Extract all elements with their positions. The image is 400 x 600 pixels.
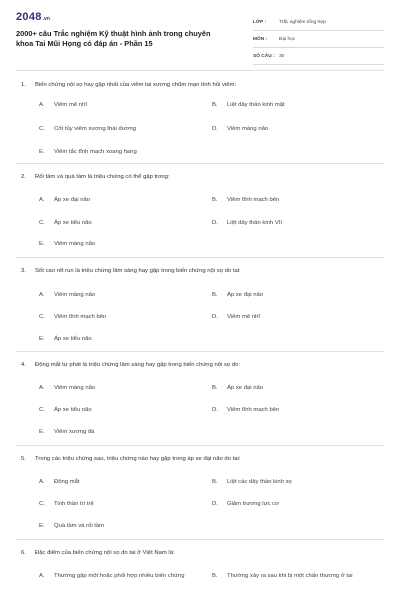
option-letter: B. <box>212 292 218 298</box>
divider <box>16 70 384 71</box>
meta-value: Trắc nghiệm tổng hợp <box>279 19 326 25</box>
option-letter: E. <box>39 149 45 155</box>
option-b[interactable] <box>212 291 385 299</box>
option-letter: E. <box>39 336 45 342</box>
divider <box>16 445 384 446</box>
option-text: Tinh thần trì trệ <box>54 501 94 507</box>
option-text: Thường gặp một hoặc phối hợp nhiều biến chứng <box>54 573 185 579</box>
option-letter: A. <box>39 385 45 391</box>
option-letter: C. <box>39 126 45 132</box>
option-text: Viêm màng não <box>54 385 96 391</box>
meta-label: SỐ CÂU : <box>253 53 275 59</box>
option-c[interactable] <box>39 219 212 227</box>
option-text: Viêm tắc tĩnh mạch xoang hang <box>54 149 137 155</box>
option-text: Áp xe tiểu não <box>54 336 92 342</box>
question-stem: Đặc điểm của biến chứng nội sọ do tai ở Việt Nam là: <box>35 550 175 556</box>
option-letter: D. <box>212 407 218 413</box>
question-number: 5. <box>21 456 26 462</box>
option-letter: A. <box>39 102 45 108</box>
question-text <box>16 81 384 89</box>
question-2 <box>16 173 384 253</box>
option-d[interactable] <box>212 406 385 414</box>
question-number: 1. <box>21 82 26 88</box>
option-text: Áp xe đại não <box>227 385 264 391</box>
option-text: Viêm màng não <box>54 241 96 247</box>
option-text: Áp xe đại não <box>227 292 264 298</box>
question-stem: Biến chứng nội sọ hay gặp nhất của viêm tai xương chũm mạn tính hồi viêm: <box>35 82 237 88</box>
question-number: 2. <box>21 174 26 180</box>
option-letter: D. <box>212 220 218 226</box>
option-d[interactable] <box>212 313 385 321</box>
question-3 <box>16 267 384 347</box>
option-letter: A. <box>39 479 45 485</box>
page-header <box>0 0 400 64</box>
option-a[interactable] <box>39 101 212 109</box>
option-text: Liệt dây thần kinh mặt <box>227 102 285 108</box>
option-text: Áp xe tiểu não <box>54 407 92 413</box>
option-letter: E. <box>39 241 45 247</box>
option-e[interactable] <box>39 148 212 156</box>
option-text: Thường xảy ra sau khi bị một chấn thương ở tai <box>227 573 353 579</box>
option-e[interactable] <box>39 428 212 436</box>
meta-row-class <box>253 14 384 31</box>
question-4 <box>16 361 384 441</box>
question-stem: Sốt cao rét run là triệu chứng lâm sàng hay gặp trong biến chứng nội sọ do tai: <box>35 268 241 274</box>
option-text: Viêm màng não <box>227 126 269 132</box>
option-letter: D. <box>212 314 218 320</box>
question-text <box>16 267 384 275</box>
option-letter: B. <box>212 573 218 579</box>
option-text: Viêm xương đá <box>54 429 95 435</box>
option-text: Viêm tĩnh mạch bên <box>54 314 107 320</box>
option-letter: B. <box>212 102 218 108</box>
page-title: 2000+ câu Trắc nghiệm Kỹ thuật hình ảnh trong chuyên khoa Tai Mũi Họng có đáp án - Phần 15 <box>16 29 211 48</box>
option-letter: A. <box>39 292 45 298</box>
meta-table <box>253 14 384 65</box>
option-text: Viêm mê nhĩ <box>227 314 260 320</box>
question-1 <box>16 81 384 161</box>
option-a[interactable] <box>39 478 212 486</box>
question-number: 6. <box>21 550 26 556</box>
question-number: 3. <box>21 268 26 274</box>
option-b[interactable] <box>212 384 385 392</box>
meta-label: MÔN : <box>253 36 268 42</box>
question-stem: Trong các triệu chứng sau, triệu chứng nào hay gặp trong áp xe đại não do tai: <box>35 456 241 462</box>
option-letter: D. <box>212 126 218 132</box>
option-d[interactable] <box>212 125 385 133</box>
option-letter: B. <box>212 385 218 391</box>
meta-value: Đại học <box>279 36 296 42</box>
meta-label: LỚP : <box>253 19 267 25</box>
question-stem: Rối tầm và quá tầm là triệu chứng có thể gặp trong: <box>35 174 170 180</box>
option-text: Viêm mê nhĩ <box>54 102 87 108</box>
option-text: Giảm trương lực cơ <box>227 501 279 507</box>
option-a[interactable] <box>39 572 214 580</box>
option-text: Động mắt <box>54 479 80 485</box>
option-a[interactable] <box>39 384 212 392</box>
option-b[interactable] <box>212 196 385 204</box>
option-text: Viêm tĩnh mạch bên <box>227 407 280 413</box>
question-number: 4. <box>21 362 26 368</box>
option-text: Viêm tĩnh mạch bên <box>227 197 280 203</box>
logo-text: 2048 <box>16 11 42 23</box>
divider <box>16 257 384 258</box>
option-c[interactable] <box>39 406 212 414</box>
option-text: Áp xe đại não <box>54 197 91 203</box>
option-text: Áp xe tiểu não <box>54 220 92 226</box>
logo-domain: .vn <box>42 16 50 22</box>
divider <box>16 539 384 540</box>
option-text: Liệt các dây thần kinh sọ <box>227 479 292 485</box>
option-letter: E. <box>39 429 45 435</box>
option-letter: C. <box>39 501 45 507</box>
option-c[interactable] <box>39 125 212 133</box>
option-d[interactable] <box>212 219 385 227</box>
site-logo[interactable] <box>16 11 50 23</box>
option-d[interactable] <box>212 500 385 508</box>
option-letter: B. <box>212 479 218 485</box>
meta-value: 30 <box>279 53 285 59</box>
option-letter: C. <box>39 220 45 226</box>
option-c[interactable] <box>39 313 212 321</box>
option-text: Liệt dây thần kinh VII <box>227 220 283 226</box>
meta-row-count <box>253 48 384 65</box>
option-e[interactable] <box>39 522 212 530</box>
question-text <box>16 361 384 369</box>
option-a[interactable] <box>39 196 212 204</box>
option-letter: B. <box>212 197 218 203</box>
option-letter: C. <box>39 314 45 320</box>
question-stem: Động mắt tự phát là triệu chứng lâm sàng hay gặp trong biến chứng nội sọ do: <box>35 362 241 368</box>
option-text: Cốt tủy viêm xương thái dương <box>54 126 137 132</box>
option-text: Viêm màng não <box>54 292 96 298</box>
option-e[interactable] <box>39 335 212 343</box>
option-b[interactable] <box>212 572 387 580</box>
option-b[interactable] <box>212 101 385 109</box>
option-b[interactable] <box>212 478 385 486</box>
meta-row-subject <box>253 31 384 48</box>
question-6 <box>16 549 384 599</box>
divider <box>16 163 384 164</box>
option-letter: A. <box>39 197 45 203</box>
option-c[interactable] <box>39 500 212 508</box>
question-text <box>16 549 384 557</box>
option-a[interactable] <box>39 291 212 299</box>
option-letter: C. <box>39 407 45 413</box>
option-letter: E. <box>39 523 45 529</box>
question-text <box>16 173 384 181</box>
option-text: Quá tầm và rối tầm <box>54 523 105 529</box>
option-letter: A. <box>39 573 45 579</box>
option-letter: D. <box>212 501 218 507</box>
question-text <box>16 455 384 463</box>
question-5 <box>16 455 384 535</box>
option-e[interactable] <box>39 240 212 248</box>
divider <box>16 351 384 352</box>
